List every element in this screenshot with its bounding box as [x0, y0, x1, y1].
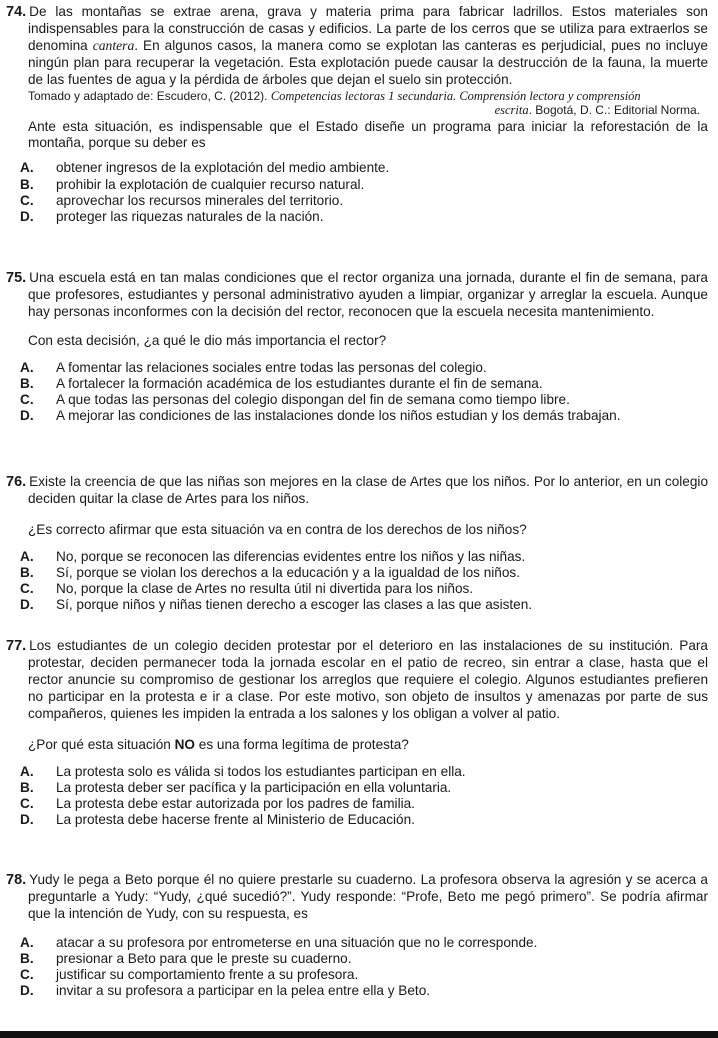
option-c[interactable]: C. No, porque la clase de Artes no resulta útil ni divertida para los niños.: [20, 581, 474, 597]
question-77-options: [6, 764, 708, 829]
question-76: [6, 474, 708, 614]
option-d[interactable]: D. La protesta debe hacerse frente al Ministerio de Educación.: [20, 812, 415, 828]
question-78: [6, 872, 708, 1000]
question-74-stem: Ante esta situación, es indispensable que el Estado diseñe un programa para iniciar la reforestación de la montaña, porque su deber es: [28, 118, 708, 151]
question-76-passage: 76. Existe la creencia de que las niñas son mejores en la clase de Artes que los niños. Por lo anterior, en un colegio deciden quitar la clase de Artes para los niños.: [6, 474, 708, 506]
option-b[interactable]: B. Sí, porque se violan los derechos a la educación y a la igualdad de los niños.: [20, 565, 520, 581]
question-77-passage: 77. Los estudiantes de un colegio deciden protestar por el deterioro en las instalaciones de su institución. Para protestar, deciden permanecer toda la jornada escolar en el patio de recreo, sin entrar a clase, hasta que el rector anuncie su compromiso de gestionar los arreglos que requiere el colegio. Algunos estudiantes prefieren no participar en la protesta e ir a clase. Por este motivo, son objeto de insultos y amenazas por parte de sus compañeros, quienes les impiden la entrada a los salones y los obligan a volver al patio.: [6, 638, 708, 721]
option-b[interactable]: B. presionar a Beto para que le preste su cuaderno.: [20, 950, 352, 966]
source-citation: Tomado y adaptado de: Escudero, C. (2012). Competencias lectoras 1 secundaria. Comprensión lectora y comprensión: [28, 88, 641, 103]
option-a[interactable]: A. La protesta solo es válida si todos los estudiantes participan en ella.: [20, 763, 466, 779]
question-77-stem: ¿Por qué esta situación NO es una forma legítima de protesta?: [28, 736, 409, 752]
option-a[interactable]: A. atacar a su profesora por entrometerse en una situación que no le corresponde.: [20, 934, 538, 950]
question-number: 78.: [6, 872, 27, 888]
question-number: 74.: [6, 4, 27, 20]
option-d[interactable]: D. proteger las riquezas naturales de la nación.: [20, 208, 324, 224]
question-78-options: [6, 935, 708, 1000]
question-75-stem: Con esta decisión, ¿a qué le dio más importancia el rector?: [28, 332, 387, 348]
question-74: [6, 4, 708, 225]
option-a[interactable]: A. obtener ingresos de la explotación del medio ambiente.: [20, 160, 390, 176]
option-b[interactable]: B. A fortalecer la formación académica de los estudiantes durante el fin de semana.: [20, 375, 543, 391]
option-d[interactable]: D. Sí, porque niños y niñas tienen derecho a escoger las clases a las que asisten.: [20, 597, 533, 613]
option-d[interactable]: D. A mejorar las condiciones de las instalaciones donde los niños estudian y los demás trabajan.: [20, 408, 621, 424]
question-75-passage: 75. Una escuela está en tan malas condiciones que el rector organiza una jornada, durante el fin de semana, para que profesores, estudiantes y personal administrativo ayuden a limpiar, organizar y arreglar la escuela. Aunque hay personas inconformes con la decisión del rector, reconocen que la escuela necesita mantenimiento.: [6, 270, 708, 319]
option-a[interactable]: A. No, porque se reconocen las diferencias evidentes entre los niños y las niñas.: [20, 548, 526, 564]
option-c[interactable]: C. A que todas las personas del colegio dispongan del fin de semana como tiempo libre.: [20, 392, 570, 408]
option-c[interactable]: C. La protesta debe estar autorizada por los padres de familia.: [20, 795, 415, 811]
term-cantera: cantera: [92, 37, 135, 53]
question-74-options: [6, 160, 708, 225]
question-74-passage: 74. De las montañas se extrae arena, grava y materia prima para fabricar ladrillos. Estos materiales son indispensables para la construcción de casas y edificios. La parte de los cerros que se utiliza para extraerlos se denomina cantera. En algunos casos, la manera como se explotan las canteras es perjudicial, pues no incluye ningún plan para recuperar la vegetación. Esta explotación puede causar la destrucción de la fauna, la muerte de las fuentes de agua y la pérdida de árboles que dejan el suelo sin protección.: [6, 4, 708, 87]
question-75: [6, 270, 708, 425]
option-c[interactable]: C. justificar su comportamiento frente a su profesora.: [20, 967, 359, 983]
question-number: 77.: [6, 638, 27, 654]
source-citation-continued: escrita. Bogotá, D. C.: Editorial Norma.: [494, 102, 700, 117]
option-d[interactable]: D. invitar a su profesora a participar en la pelea entre ella y Beto.: [20, 983, 431, 999]
option-a[interactable]: A. A fomentar las relaciones sociales entre todas las personas del colegio.: [20, 359, 487, 375]
option-c[interactable]: C. aprovechar los recursos minerales del territorio.: [20, 192, 344, 208]
question-76-stem: ¿Es correcto afirmar que esta situación va en contra de los derechos de los niños?: [28, 521, 527, 537]
option-b[interactable]: B. prohibir la explotación de cualquier recurso natural.: [20, 176, 365, 192]
bottom-border-rule: [0, 1031, 718, 1038]
question-number: 76.: [6, 474, 27, 490]
question-77: [6, 638, 708, 828]
question-75-options: [6, 360, 708, 425]
question-76-options: [6, 549, 708, 614]
question-number: 75.: [6, 270, 27, 286]
option-b[interactable]: B. La protesta deber ser pacífica y la participación en ella voluntaria.: [20, 779, 452, 795]
question-78-passage: 78. Yudy le pega a Beto porque él no quiere prestarle su cuaderno. La profesora observa la agresión y se acerca a preguntarle a Yudy: “Yudy, ¿qué sucedió?”. Yudy responde: “Profe, Beto me pegó primero”. Se podría afirmar que la intención de Yudy, con su respuesta, es: [6, 872, 708, 921]
